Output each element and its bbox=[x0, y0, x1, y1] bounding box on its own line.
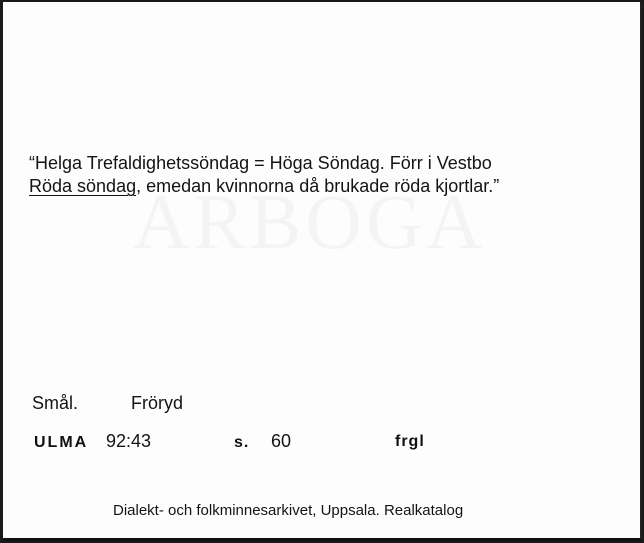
quote-line-2 bbox=[29, 175, 499, 198]
category-code: frgl bbox=[395, 433, 425, 450]
archive-code: ULMA bbox=[34, 434, 89, 451]
archive-footer: Dialekt- och folkminnesarkivet, Uppsala. Realkatalog bbox=[113, 502, 464, 519]
underlined-term: Röda söndag bbox=[29, 176, 137, 196]
record-number: 92:43 bbox=[106, 431, 152, 451]
quote-line-1: “Helga Trefaldighetssöndag = Höga Söndag. Förr i Vestbo bbox=[29, 153, 492, 173]
page-number: 60 bbox=[271, 431, 292, 451]
catalog-card bbox=[3, 2, 642, 541]
quote-line-2-rest: , emedan kvinnorna då brukade röda kjortlar.” bbox=[136, 176, 500, 196]
place-name: Fröryd bbox=[131, 393, 184, 413]
region-label: Smål. bbox=[32, 393, 79, 413]
quote-text bbox=[29, 152, 499, 198]
page-label: s. bbox=[234, 434, 250, 451]
